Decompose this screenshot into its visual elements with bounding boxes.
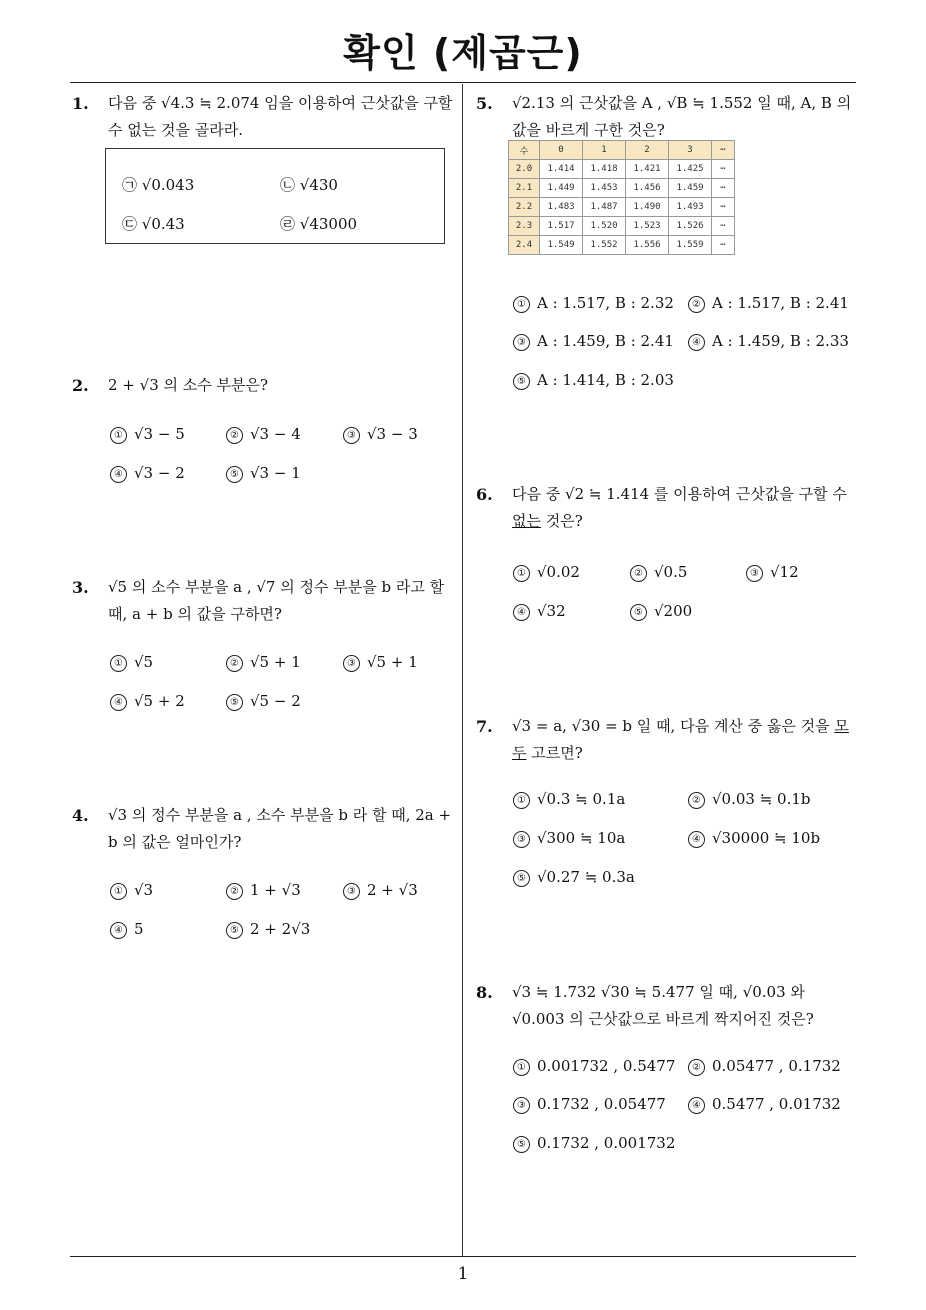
option-text: √0.3 ≒ 0.1a — [537, 790, 626, 808]
table-cell: 1.456 — [626, 179, 669, 198]
question-number: 4. — [72, 806, 89, 825]
option-text: √5 + 1 — [367, 653, 418, 671]
option-text: 2 + √3 — [367, 881, 418, 899]
marker-2: ② — [226, 427, 243, 444]
table-cell: 2.2 — [509, 198, 540, 217]
option-4[interactable] — [110, 692, 185, 711]
option-1[interactable] — [110, 425, 185, 444]
option-2[interactable] — [226, 881, 301, 900]
table-cell: 1.421 — [626, 160, 669, 179]
option-5[interactable] — [513, 1134, 675, 1153]
table-cell: 1.559 — [669, 236, 712, 255]
table-row — [509, 217, 735, 236]
marker-4: ④ — [688, 1097, 705, 1114]
question-text: 다음 중 √4.3 ≒ 2.074 임을 이용하여 근삿값을 구할 수 없는 것을 골라라. — [108, 94, 453, 139]
option-text: √5 − 2 — [250, 692, 301, 710]
option-5[interactable] — [226, 464, 301, 483]
option-text: √200 — [654, 602, 693, 620]
option-5[interactable] — [226, 692, 301, 711]
option-text: √32 — [537, 602, 566, 620]
table-row — [509, 179, 735, 198]
marker-1: ① — [110, 427, 127, 444]
marker-3: ③ — [343, 655, 360, 672]
marker-5: ⑤ — [513, 373, 530, 390]
table-cell: 1.490 — [626, 198, 669, 217]
table-header-row — [509, 141, 735, 160]
question-5 — [476, 90, 860, 144]
question-text — [512, 481, 860, 535]
question-number: 5. — [476, 94, 493, 113]
option-text: √0.27 ≒ 0.3a — [537, 868, 635, 886]
option-text: √0.03 ≒ 0.1b — [712, 790, 811, 808]
underlined-word: 없는 — [512, 512, 541, 530]
marker-3: ③ — [343, 427, 360, 444]
option-text: A : 1.414, B : 2.03 — [537, 371, 674, 389]
option-text: √3 − 3 — [367, 425, 418, 443]
table-cell: 1.459 — [669, 179, 712, 198]
table-cell: ⋯ — [712, 160, 735, 179]
table-cell: 1.487 — [583, 198, 626, 217]
option-4[interactable] — [688, 829, 820, 848]
table-cell: 2.0 — [509, 160, 540, 179]
option-text: A : 1.459, B : 2.33 — [712, 332, 849, 350]
table-cell: 2.1 — [509, 179, 540, 198]
option-text: √3 — [134, 881, 154, 899]
table-header-cell: 3 — [669, 141, 712, 160]
underlined-word: 모두 — [512, 717, 849, 762]
option-3[interactable] — [746, 563, 799, 582]
question-text: √3 ≒ 1.732 √30 ≒ 5.477 일 때, √0.03 와 √0.003 의 근삿값으로 바르게 짝지어진 것은? — [512, 983, 814, 1028]
marker-5: ⑤ — [226, 694, 243, 711]
table-cell: 1.549 — [540, 236, 583, 255]
marker-2: ② — [688, 1059, 705, 1076]
question-number: 2. — [72, 376, 89, 395]
marker-4: ④ — [688, 831, 705, 848]
option-text: √12 — [770, 563, 799, 581]
marker-1: ① — [513, 1059, 530, 1076]
question-text-part: 것은? — [540, 512, 583, 530]
option-3[interactable] — [343, 881, 418, 900]
option-3[interactable] — [513, 332, 674, 351]
marker-3: ③ — [513, 831, 530, 848]
page-number: 1 — [457, 1264, 469, 1284]
question-6 — [476, 481, 860, 535]
marker-3: ③ — [343, 883, 360, 900]
table-cell: 1.556 — [626, 236, 669, 255]
table-cell: ⋯ — [712, 217, 735, 236]
option-2[interactable] — [226, 653, 301, 672]
option-5[interactable] — [630, 602, 692, 621]
option-text: √30000 ≒ 10b — [712, 829, 821, 847]
option-text: √3 − 2 — [134, 464, 185, 482]
option-4[interactable] — [110, 464, 185, 483]
question-number: 8. — [476, 983, 493, 1002]
question-text-part: √3 = a, √30 = b 일 때, 다음 계산 중 옳은 것을 — [512, 717, 830, 735]
option-text: √5 + 2 — [134, 692, 185, 710]
marker-3: ③ — [746, 565, 763, 582]
marker-2: ② — [630, 565, 647, 582]
marker-1: ① — [110, 655, 127, 672]
question-text — [512, 713, 860, 767]
question-1 — [72, 90, 458, 144]
marker-1: ① — [110, 883, 127, 900]
table-header-cell: 수 — [509, 141, 540, 160]
box-option-1: ㉠ √0.043 — [122, 176, 195, 194]
table-cell: 1.523 — [626, 217, 669, 236]
question-8 — [476, 979, 860, 1033]
marker-2: ② — [226, 883, 243, 900]
table-cell: 1.418 — [583, 160, 626, 179]
option-2[interactable] — [688, 294, 849, 313]
option-text: √3 − 5 — [134, 425, 185, 443]
marker-1: ① — [513, 565, 530, 582]
marker-4: ④ — [110, 694, 127, 711]
marker-2: ② — [226, 655, 243, 672]
question-text-part: 다음 중 √2 ≒ 1.414 를 이용하여 근삿값을 구할 수 — [512, 485, 847, 503]
option-4[interactable] — [110, 920, 144, 939]
question-number: 7. — [476, 717, 493, 736]
table-row — [509, 236, 735, 255]
question-7 — [476, 713, 860, 767]
option-2[interactable] — [688, 790, 811, 809]
option-2[interactable] — [688, 1057, 841, 1076]
table-cell: ⋯ — [712, 236, 735, 255]
option-4[interactable] — [688, 1095, 841, 1114]
option-text: 0.1732 , 0.05477 — [537, 1095, 666, 1113]
option-text: √3 − 4 — [250, 425, 301, 443]
question-4 — [72, 802, 458, 856]
option-1[interactable] — [513, 563, 580, 582]
bottom-rule — [70, 1256, 856, 1257]
option-5[interactable] — [513, 371, 674, 390]
marker-3: ③ — [513, 1097, 530, 1114]
option-5[interactable] — [513, 868, 635, 887]
top-rule — [70, 82, 856, 83]
option-text: √5 + 1 — [250, 653, 301, 671]
table-cell: 1.449 — [540, 179, 583, 198]
marker-4: ④ — [110, 466, 127, 483]
option-1[interactable] — [110, 881, 153, 900]
marker-1: ① — [513, 296, 530, 313]
table-header-cell: 0 — [540, 141, 583, 160]
table-cell: 2.3 — [509, 217, 540, 236]
table-cell: 2.4 — [509, 236, 540, 255]
table-cell: ⋯ — [712, 198, 735, 217]
table-cell: 1.552 — [583, 236, 626, 255]
option-3[interactable] — [513, 829, 625, 848]
table-cell: 1.425 — [669, 160, 712, 179]
option-text: A : 1.517, B : 2.41 — [712, 294, 849, 312]
option-text: 0.1732 , 0.001732 — [537, 1134, 676, 1152]
option-3[interactable] — [513, 1095, 666, 1114]
option-1[interactable] — [513, 294, 674, 313]
marker-2: ② — [688, 792, 705, 809]
table-header-cell: 1 — [583, 141, 626, 160]
marker-5: ⑤ — [226, 922, 243, 939]
marker-5: ⑤ — [513, 870, 530, 887]
table-header-cell: 2 — [626, 141, 669, 160]
table-row — [509, 160, 735, 179]
table-cell: ⋯ — [712, 179, 735, 198]
option-5[interactable] — [226, 920, 310, 939]
marker-5: ⑤ — [513, 1136, 530, 1153]
option-text: 2 + 2√3 — [250, 920, 311, 938]
option-1[interactable] — [110, 653, 153, 672]
option-text: √300 ≒ 10a — [537, 829, 626, 847]
table-cell: 1.517 — [540, 217, 583, 236]
question-text: 2 + √3 의 소수 부분은? — [108, 376, 269, 394]
table-cell: 1.453 — [583, 179, 626, 198]
marker-2: ② — [688, 296, 705, 313]
option-text: A : 1.459, B : 2.41 — [537, 332, 674, 350]
table-cell: 1.520 — [583, 217, 626, 236]
question-number: 1. — [72, 94, 89, 113]
marker-4: ④ — [688, 334, 705, 351]
box-option-3: ㉢ √0.43 — [122, 215, 185, 233]
question-2 — [72, 372, 458, 399]
option-3[interactable] — [343, 425, 418, 444]
option-text: √0.02 — [537, 563, 580, 581]
option-text: √3 − 1 — [250, 464, 301, 482]
table-cell: 1.493 — [669, 198, 712, 217]
question-number: 6. — [476, 485, 493, 504]
option-text: √5 — [134, 653, 154, 671]
question-text: √3 의 정수 부분을 a , 소수 부분을 b 라 할 때, 2a + b 의 값은 얼마인가? — [108, 806, 452, 851]
table-header-cell: ⋯ — [712, 141, 735, 160]
box-option-4: ㉣ √43000 — [280, 215, 358, 233]
option-2[interactable] — [630, 563, 687, 582]
page-title: 확인 (제곱근) — [343, 31, 583, 75]
question-text: √5 의 소수 부분을 a , √7 의 정수 부분을 b 라고 할 때, a + b 의 값을 구하면? — [108, 578, 445, 623]
table-cell: 1.414 — [540, 160, 583, 179]
option-text: 1 + √3 — [250, 881, 301, 899]
option-text: 0.5477 , 0.01732 — [712, 1095, 841, 1113]
option-3[interactable] — [343, 653, 418, 672]
option-2[interactable] — [226, 425, 301, 444]
table-cell: 1.483 — [540, 198, 583, 217]
option-1[interactable] — [513, 1057, 675, 1076]
question-text-part: 고르면? — [526, 744, 583, 762]
table-row — [509, 198, 735, 217]
option-text: 5 — [134, 920, 144, 938]
marker-5: ⑤ — [630, 604, 647, 621]
column-divider — [462, 84, 463, 1256]
sqrt-value-table — [508, 140, 735, 255]
table-cell: 1.526 — [669, 217, 712, 236]
option-4[interactable] — [688, 332, 849, 351]
option-4[interactable] — [513, 602, 566, 621]
question-3 — [72, 574, 458, 628]
option-1[interactable] — [513, 790, 625, 809]
question-number: 3. — [72, 578, 89, 597]
option-text: 0.001732 , 0.5477 — [537, 1057, 676, 1075]
question-text: √2.13 의 근삿값을 A , √B ≒ 1.552 일 때, A, B 의 값을 바르게 구한 것은? — [512, 94, 852, 139]
option-text: A : 1.517, B : 2.32 — [537, 294, 674, 312]
marker-4: ④ — [513, 604, 530, 621]
option-text: 0.05477 , 0.1732 — [712, 1057, 841, 1075]
marker-3: ③ — [513, 334, 530, 351]
marker-1: ① — [513, 792, 530, 809]
marker-5: ⑤ — [226, 466, 243, 483]
box-option-2: ㉡ √430 — [280, 176, 338, 194]
option-text: √0.5 — [654, 563, 688, 581]
marker-4: ④ — [110, 922, 127, 939]
